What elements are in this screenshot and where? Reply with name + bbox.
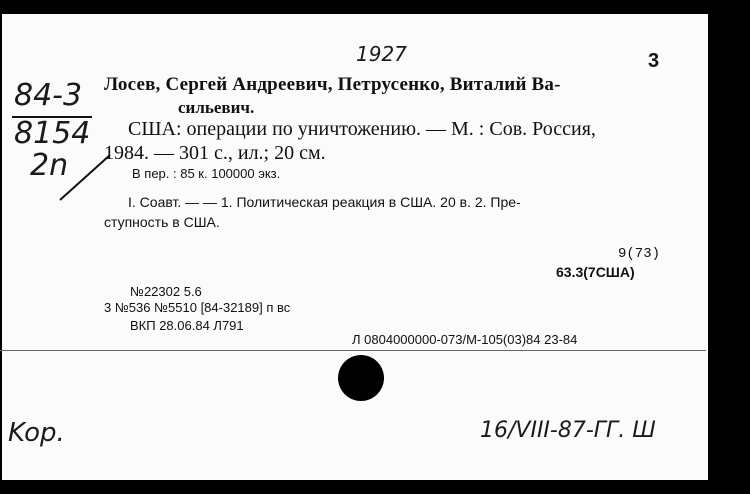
registration-number: №22302 5.6: [130, 284, 202, 299]
title-line-2: 1984. — 301 с., ил.; 20 см.: [104, 142, 326, 164]
call-number-top: 84-3: [14, 78, 83, 113]
dotted-rule: [0, 350, 706, 351]
title-line-1: США: операции по уничтожению. — М. : Сов. Россия,: [128, 118, 596, 140]
binding-line: В пер. : 85 к. 100000 экз.: [132, 166, 281, 181]
call-number-bottom: 8154: [14, 116, 91, 151]
bottom-left-note: Kop.: [8, 418, 65, 448]
classification-2: 63.3(7США): [556, 264, 635, 280]
isbn-line: Л 0804000000-073/М-105(03)84 23-84: [352, 332, 578, 347]
corner-number: 3: [648, 50, 660, 72]
tracing-line-1: I. Соавт. — — 1. Политическая реакция в США. 20 в. 2. Пре-: [128, 194, 521, 210]
author-sign: 2n: [30, 148, 69, 183]
heading-line-2: сильевич.: [178, 98, 255, 117]
vkp-line: ВКП 28.06.84 Л791: [130, 318, 244, 333]
classification-1: 9(73): [618, 246, 661, 262]
bottom-right-note: 16/VIII-87-ГГ. Ш: [480, 418, 656, 443]
registration-line: 3 №536 №5510 [84-32189] п вс: [104, 300, 291, 315]
tracing-line-2: ступность в США.: [104, 214, 220, 230]
punch-hole: [338, 355, 384, 401]
year-note: 1927: [356, 42, 407, 66]
heading-line-1: Лосев, Сергей Андреевич, Петрусенко, Виталий Ва-: [104, 74, 561, 95]
